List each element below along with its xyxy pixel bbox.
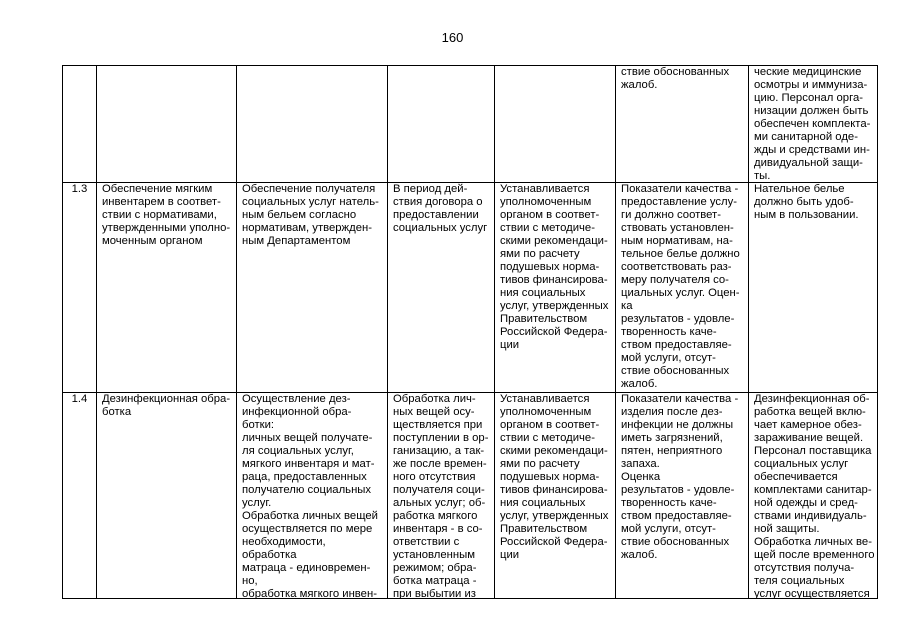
conditions-cell: Нательное белье должно быть удоб- ным в пользовании. <box>749 183 878 393</box>
table-row <box>63 393 878 599</box>
financing-norm-cell: Устанавливается уполномоченным органом в соответ- ствии с методиче- скими рекомендаци- ями по расчету подушевых норма- тивов финансирова- ния социальных услуг, утвержденных Правительством Российской Федера- ции <box>495 393 616 599</box>
quality-indicators-cell: Показатели качества - предоставление услу- ги должно соответ- ствовать установлен- ным нормативам, на- тельное белье должно соответствовать раз- меру получателя со- циальных услуг. Оцен- ка результатов - удовле- творенность каче- ством предоставляе- мой услуги, отсут- ствие обоснованных жалоб. <box>616 183 749 393</box>
services-table <box>62 65 878 599</box>
service-term-cell <box>388 66 495 183</box>
service-name-cell <box>97 66 237 183</box>
page-number: 160 <box>441 30 464 45</box>
service-term-cell: В период дей- ствия договора о предоставлении социальных услуг <box>388 183 495 393</box>
service-content-cell: Обеспечение получателя социальных услуг натель- ным бельем согласно нормативам, утвержден- ным Департаментом <box>237 183 388 393</box>
financing-norm-cell <box>495 66 616 183</box>
quality-indicators-cell: ствие обоснованных жалоб. <box>616 66 749 183</box>
service-name-cell: Обеспечение мягким инвентарем в соответ- ствии с нормативами, утвержденными уполно- моченным органом <box>97 183 237 393</box>
number-cell: 1.3 <box>63 183 97 393</box>
table-row <box>63 183 878 393</box>
service-term-cell: Обработка лич- ных вещей осу- ществляется при поступлении в ор- ганизацию, а так- же после времен- ного отсутствия получателя соци- альных услуг; об- работка мягкого инвентаря - в со- ответствии с установленным режимом; обра- ботка матраца - при выбытии из <box>388 393 495 599</box>
conditions-cell: ческие медицинские осмотры и иммуниза- цию. Персонал орга- низации должен быть обеспечен комплекта- ми санитарной оде- жды и средствами ин- дивидуальной защи- ты. <box>749 66 878 183</box>
conditions-cell: Дезинфекционная об- работка вещей вклю- чает камерное обез- зараживание вещей. Персонал поставщика социальных услуг обеспечивается комплектами санитар- ной одежды и сред- ствами индивидуаль- ной защиты. Обработка личных ве- щей после временного отсутствия получа- теля социальных услуг осуществляется <box>749 393 878 599</box>
financing-norm-cell: Устанавливается уполномоченным органом в соответ- ствии с методиче- скими рекомендаци- ями по расчету подушевых норма- тивов финансирова- ния социальных услуг, утвержденных Правительством Российской Федера- ции <box>495 183 616 393</box>
service-content-cell <box>237 66 388 183</box>
table-row <box>63 66 878 183</box>
number-cell: 1.4 <box>63 393 97 599</box>
number-cell <box>63 66 97 183</box>
service-name-cell: Дезинфекционная обра- ботка <box>97 393 237 599</box>
service-content-cell: Осуществление дез- инфекционной обра- ботки: личных вещей получате- ля социальных услуг, мягкого инвентаря и мат- раца, предоставленных получателю социальных услуг. Обработка личных вещей осуществляется по мере необходимости, обработка матраца - единовремен- но, обработка мягкого инвен- <box>237 393 388 599</box>
quality-indicators-cell: Показатели качества - изделия после дез- инфекции не должны иметь загрязнений, пятен, неприятного запаха. Оценка результатов - удовле- творенность каче- ством предоставляе- мой услуги, отсут- ствие обоснованных жалоб. <box>616 393 749 599</box>
